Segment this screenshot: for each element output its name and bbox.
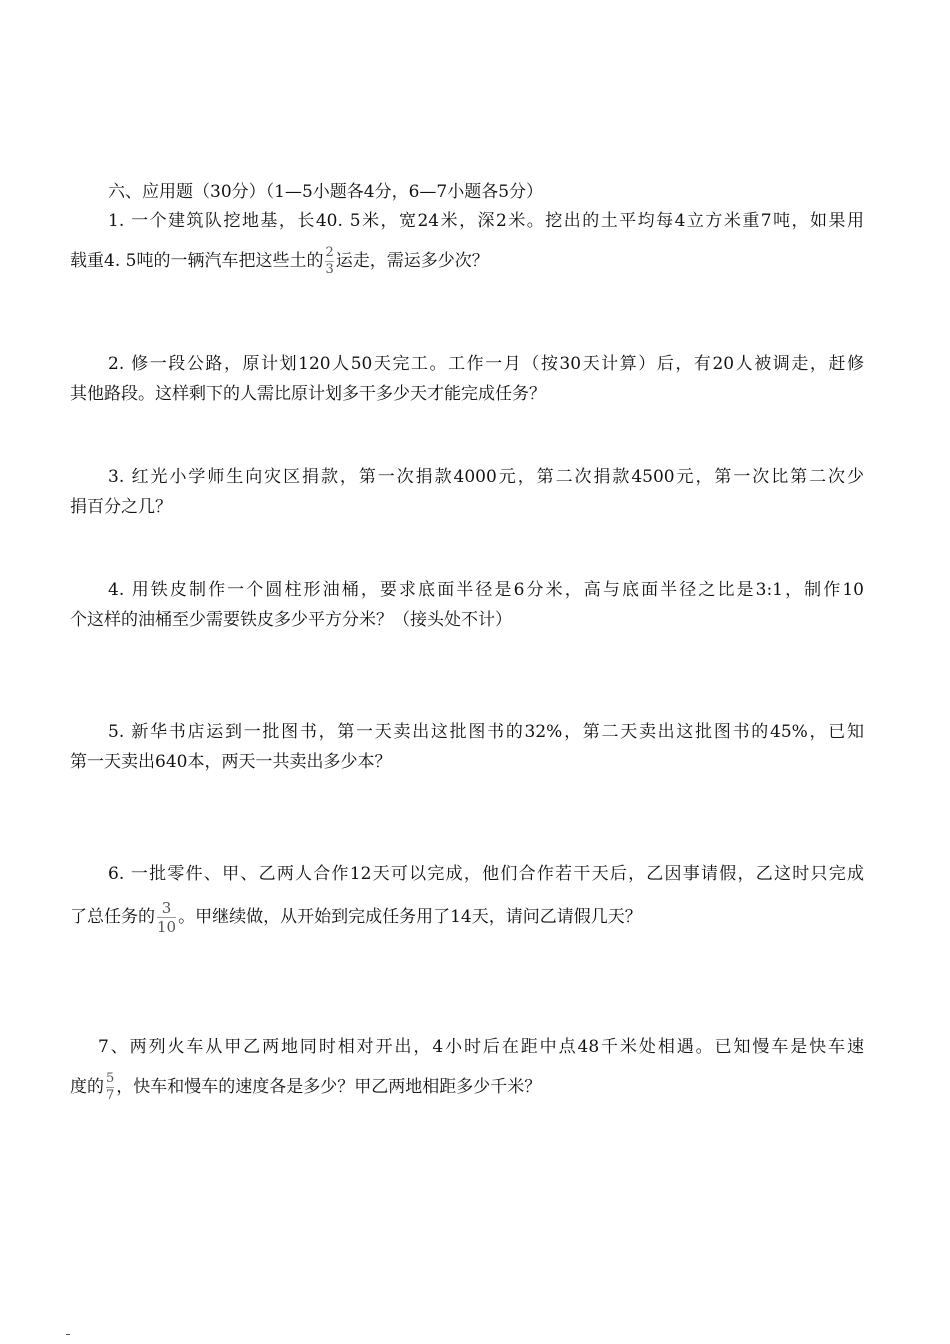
problem-2-line-2: 其他路段。这样剩下的人需比原计划多干多少天才能完成任务？ bbox=[70, 384, 546, 404]
problem-5-line-2: 第一天卖出640本，两天一共卖出多少本？ bbox=[70, 752, 392, 772]
problem-4-line-2: 个这样的油桶至少需要铁皮多少平方分米？（接头处不计） bbox=[70, 610, 512, 630]
problem-6-text-after-fraction: 。甲继续做，从开始到完成任务用了14天，请问乙请假几天？ bbox=[178, 907, 642, 927]
fraction-two-thirds: $\frac{2}{3}$ bbox=[325, 245, 334, 277]
problem-1-line-2 bbox=[70, 246, 489, 277]
problem-6-text-before-fraction: 了总任务的 bbox=[70, 907, 155, 927]
problem-5-line-1: 5. 新华书店运到一批图书，第一天卖出这批图书的32%，第二天卖出这批图书的45%，已知 bbox=[108, 722, 864, 742]
problem-1-text-after-fraction: 运走，需运多少次？ bbox=[335, 251, 489, 271]
problem-4-line-1: 4. 用铁皮制作一个圆柱形油桶，要求底面半径是6分米，高与底面半径之比是3:1，制作10 bbox=[108, 580, 864, 600]
problem-7-line-2 bbox=[70, 1072, 541, 1103]
problem-3-line-2: 捐百分之几？ bbox=[70, 497, 172, 517]
problem-6-line-2 bbox=[70, 900, 642, 935]
fraction-three-tenths: $\frac{3}{10}$ bbox=[157, 899, 177, 936]
problem-3-line-1: 3. 红光小学师生向灾区捐款，第一次捐款4000元，第二次捐款4500元，第一次比第二次少 bbox=[108, 467, 864, 487]
problem-7-text-after-fraction: ，快车和慢车的速度各是多少？甲乙两地相距多少千米？ bbox=[116, 1077, 542, 1097]
section-title: 六、应用题（30分）（1—5小题各4分，6—7小题各5分） bbox=[108, 182, 544, 202]
problem-1-line-1: 1. 一个建筑队挖地基，长40. 5米，宽24米，深2米。挖出的土平均每4立方米重7吨，如果用 bbox=[108, 211, 864, 231]
problem-6-line-1: 6. 一批零件、甲、乙两人合作12天可以完成，他们合作若干天后，乙因事请假，乙这时只完成 bbox=[108, 864, 864, 884]
fraction-five-sevenths: $\frac{5}{7}$ bbox=[106, 1071, 115, 1103]
page-mark bbox=[66, 1334, 70, 1335]
problem-7-line-1: 7、两列火车从甲乙两地同时相对开出，4小时后在距中点48千米处相遇。已知慢车是快车速 bbox=[98, 1037, 864, 1057]
problem-7-text-before-fraction: 度的 bbox=[70, 1077, 104, 1097]
problem-1-text-before-fraction: 载重4. 5吨的一辆汽车把这些土的 bbox=[70, 251, 324, 271]
problem-2-line-1: 2. 修一段公路，原计划120人50天完工。工作一月（按30天计算）后，有20人被调走，赶修 bbox=[108, 354, 864, 374]
